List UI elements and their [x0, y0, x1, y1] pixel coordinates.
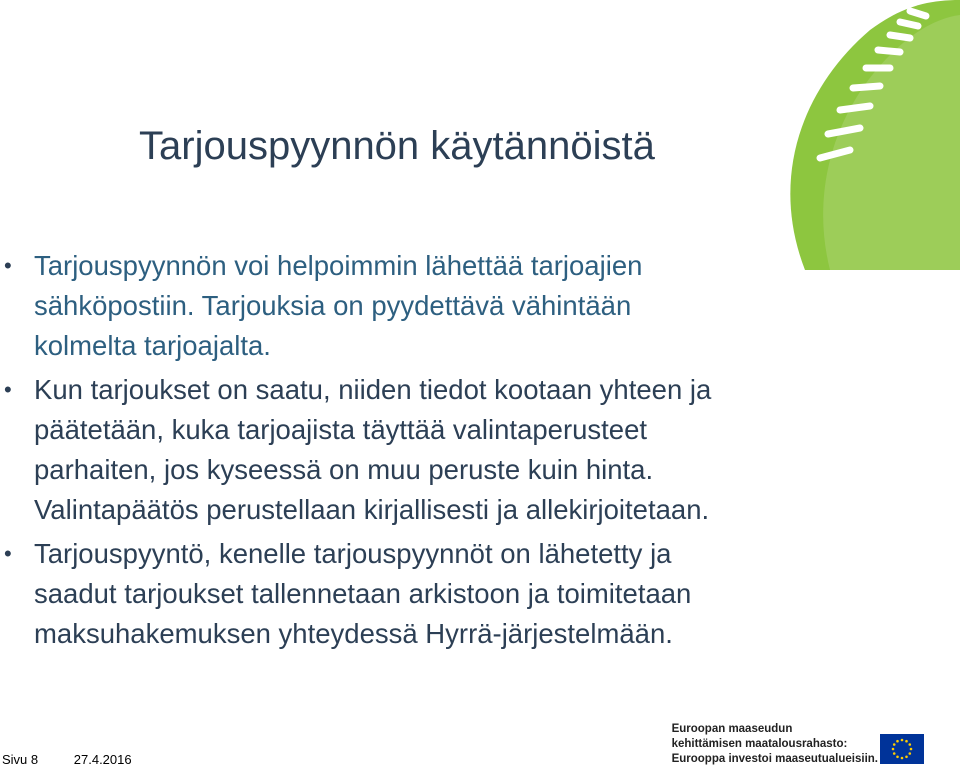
flag-star — [905, 755, 908, 758]
date: 27.4.2016 — [73, 752, 132, 767]
flag-star — [901, 757, 904, 760]
eu-line: kehittämisen maatalousrahasto: — [671, 738, 848, 750]
flag-star — [893, 752, 896, 755]
bullet-line: saadut tarjoukset tallennetaan arkistoon ja toimitetaan — [34, 578, 692, 609]
bullet-line: kolmelta tarjoajalta. — [34, 330, 271, 361]
footer-left — [2, 752, 164, 767]
flag-star — [905, 740, 908, 743]
bullet-line: päätetään, kuka tarjoajista täyttää valintaperusteet — [34, 414, 648, 445]
green-leaf-stripes-icon — [710, 0, 960, 270]
bullet-line: Kun tarjoukset on saatu, niiden tiedot kootaan yhteen ja — [34, 374, 712, 405]
bullet-line: parhaiten, jos kyseessä on muu peruste kuin hinta. — [34, 454, 654, 485]
eu-funding-text — [672, 722, 878, 767]
bullet-line: maksuhakemuksen yhteydessä Hyrrä-järjestelmään. — [34, 618, 673, 649]
bullet-line: Tarjouspyyntö, kenelle tarjouspyynnöt on lähetetty ja — [34, 538, 672, 569]
flag-star — [910, 748, 913, 751]
bullet-line: sähköpostiin. Tarjouksia on pyydettävä vähintään — [34, 290, 632, 321]
flag-star — [896, 755, 899, 758]
flag-star — [908, 752, 911, 755]
flag-star — [893, 743, 896, 746]
bullet-dot: • — [4, 377, 12, 402]
eu-line: Euroopan maaseudun — [671, 723, 793, 735]
bullet-line: Tarjouspyynnön voi helpoimmin lähettää tarjoajien — [34, 250, 643, 281]
eu-flag-icon — [880, 734, 924, 764]
eu-line: Eurooppa investoi maaseutualueisiin. — [671, 753, 878, 765]
flag-star — [901, 739, 904, 742]
bullet-dot: • — [4, 541, 12, 566]
page-number: Sivu 8 — [2, 752, 39, 767]
bullet-dot: • — [4, 253, 12, 278]
flag-star — [908, 743, 911, 746]
flag-star — [896, 740, 899, 743]
page-title: Tarjouspyynnön käytännöistä — [139, 124, 655, 168]
bullet-line: Valintapäätös perustellaan kirjallisesti ja allekirjoitetaan. — [34, 494, 710, 525]
flag-star — [892, 748, 895, 751]
